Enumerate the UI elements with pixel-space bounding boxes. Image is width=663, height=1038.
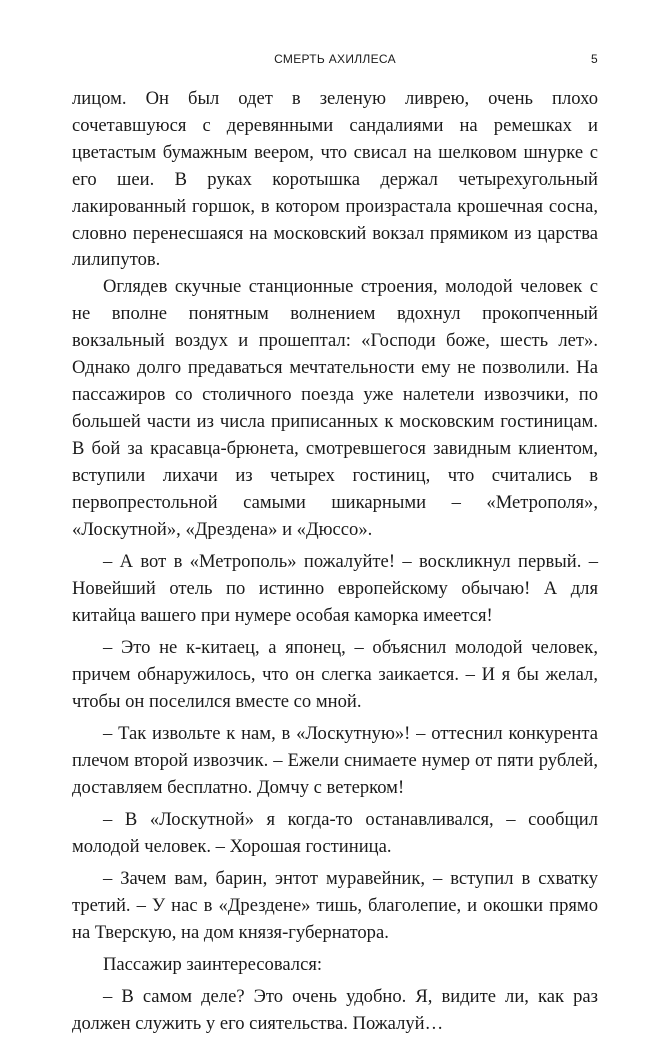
dialogue-3: – Так извольте к нам, в «Лоскутную»! – оттеснил конкурента плечом второй извозчик. – Ежели снимаете нумер от пяти рублей, доставляем бесплатно. Домчу с ветерком! [72, 722, 598, 798]
running-title: СМЕРТЬ АХИЛЛЕСА [274, 52, 396, 66]
body-text [72, 86, 598, 1038]
narration: Пассажир заинтересовался: [103, 953, 323, 975]
dialogue-2: – Это не к-китаец, а японец, – объяснил молодой человек, причем обнаружилось, что он слегка заикается. – И я бы желал, чтобы он поселился вместе со мной. [72, 636, 598, 712]
running-head [72, 52, 598, 70]
dialogue-4: – В «Лоскутной» я когда-то останавливался, – сообщил молодой человек. – Хорошая гостиница. [72, 808, 598, 857]
paragraph-2: Оглядев скучные станционные строения, молодой человек с не вполне понятным волнением вдохнул прокопченный вокзальный воздух и прошептал: «Господи боже, шесть лет». Однако долго предаваться мечтательности ему не позволили. На пассажиров со столичного поезда уже налетели извозчики, по большей части из числа приписанных к московским гостиницам. В бой за красавца-брюнета, смотревшегося завидным клиентом, вступили лихачи из четырех гостиниц, что считались в первопрестольной самыми шикарными – «Метрополя», «Лоскутной», «Дрездена» и «Дюссо». [72, 276, 598, 540]
dialogue-6: – В самом деле? Это очень удобно. Я, видите ли, как раз должен служить у его сиятельства. Пожалуй… [72, 986, 598, 1034]
paragraph-1: лицом. Он был одет в зеленую ливрею, очень плохо сочетавшуюся с деревянными сандалиями на ремешках и цветастым бумажным веером, что свисал на шелковом шнурке с его шеи. В руках коротышка держал четырехугольный лакированный горшок, в котором произрастала крошечная сосна, словно перенесшаяся на московский вокзал прямиком из царства лилипутов. [72, 88, 598, 271]
page-number: 5 [591, 52, 598, 66]
dialogue-5: – Зачем вам, барин, энтот муравейник, – вступил в схватку третий. – У нас в «Дрездене» тишь, благолепие, и окошки прямо на Тверскую, на дом князя-губернатора. [72, 867, 598, 943]
dialogue-1: – А вот в «Метрополь» пожалуйте! – воскликнул первый. – Новейший отель по истинно европейскому обычаю! А для китайца вашего при нумере особая каморка имеется! [72, 550, 598, 626]
